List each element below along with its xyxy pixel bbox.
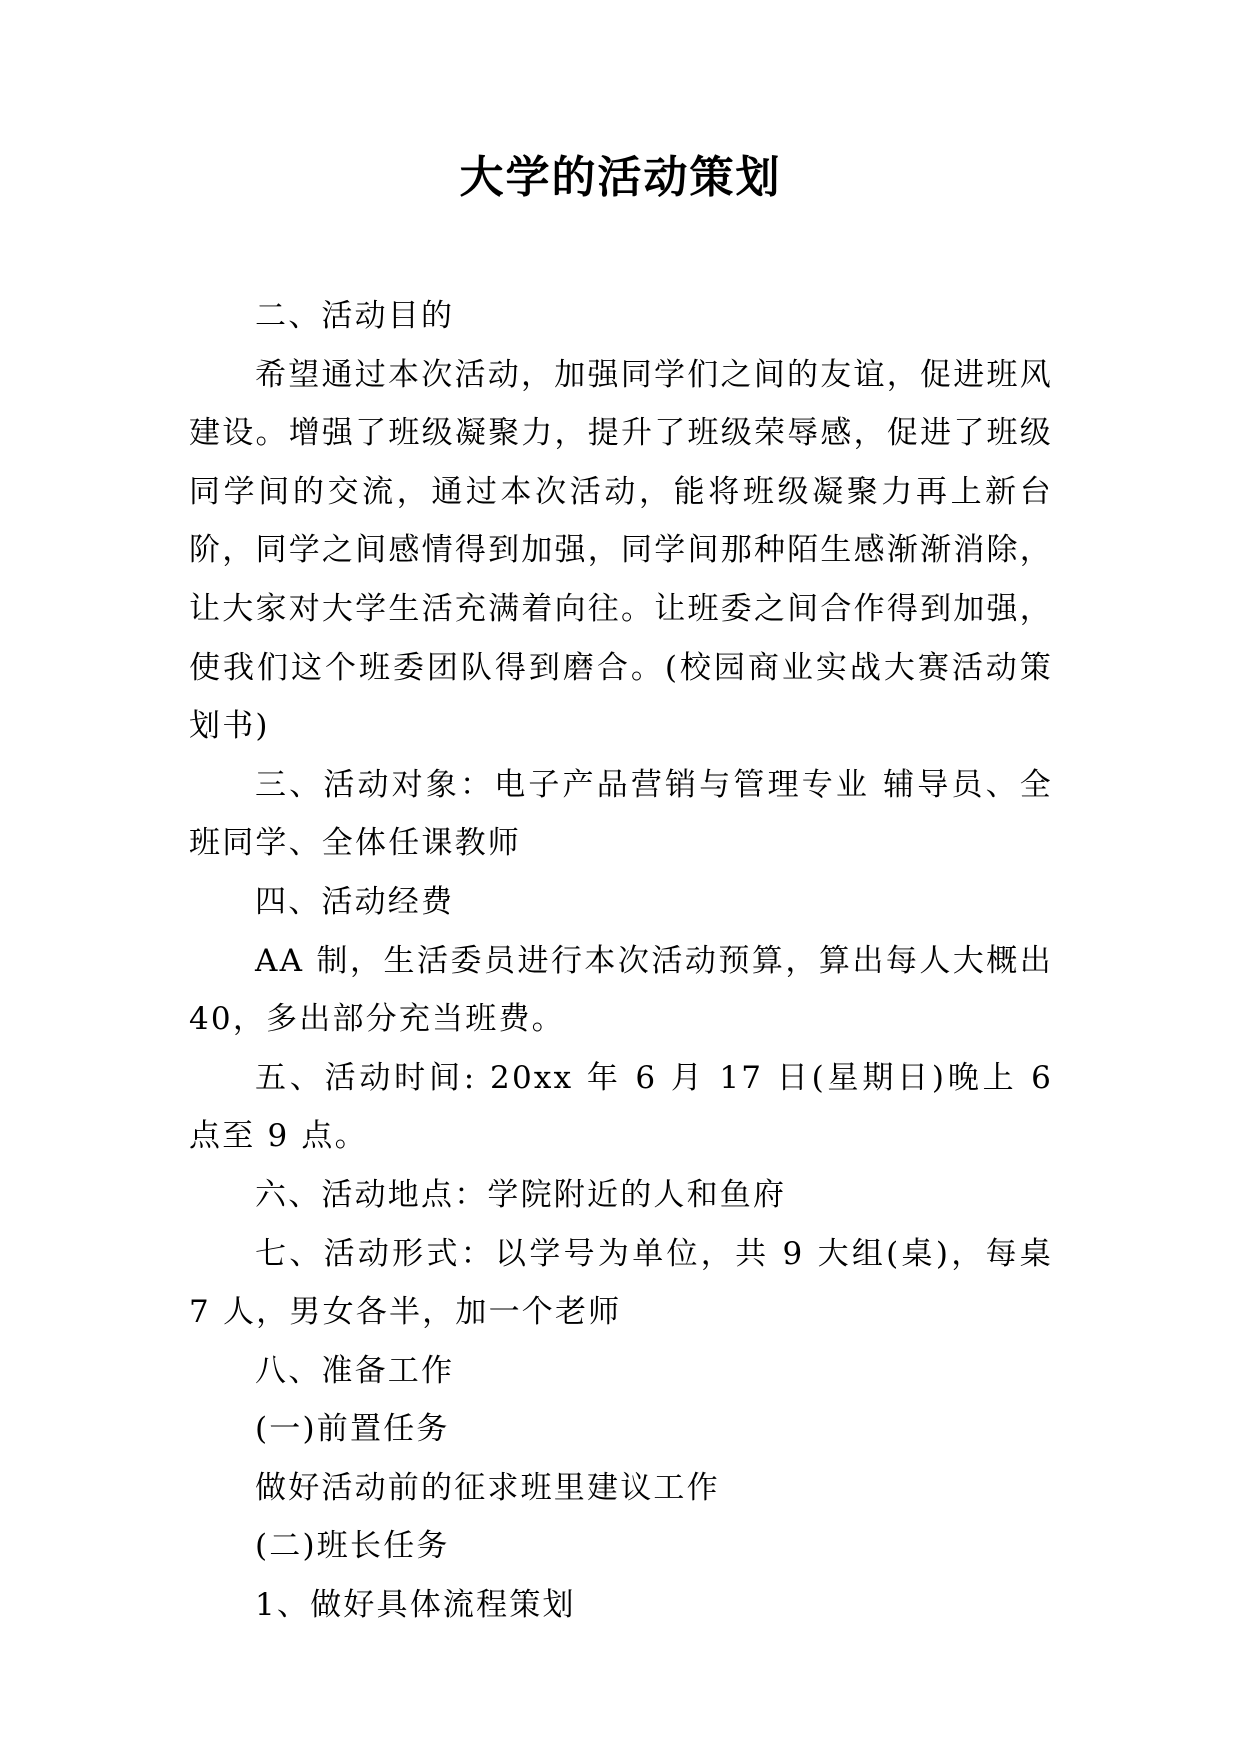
paragraph-audience: 三、活动对象：电子产品营销与管理专业 辅导员、全班同学、全体任课教师 [189, 766, 1053, 862]
paragraph-format: 七、活动形式：以学号为单位，共 9 大组(桌)，每桌 7 人，男女各半，加一个老师 [189, 1235, 1053, 1331]
paragraph-objective: 希望通过本次活动，加强同学们之间的友谊，促进班风建设。增强了班级凝聚力，提升了班级荣辱感，促进了班级同学间的交流，通过本次活动，能将班级凝聚力再上新台阶，同学之间感情得到加强，同学间那种陌生感渐渐消除，让大家对大学生活充满着向往。让班委之间合作得到加强，使我们这个班委团队得到磨合。(校园商业实战大赛活动策划书) [189, 356, 1053, 745]
heading-objective: 二、活动目的 [255, 298, 455, 334]
heading-budget: 四、活动经费 [255, 883, 455, 920]
subheading-monitor-tasks: (二)班长任务 [255, 1528, 450, 1565]
paragraph-location: 六、活动地点：学院附近的人和鱼府 [255, 1176, 787, 1213]
document-title: 大学的活动策划 [459, 152, 782, 203]
list-item-monitor-task-1: 1、做好具体流程策划 [255, 1587, 576, 1624]
paragraph-time: 五、活动时间: 20xx 年 6 月 17 日(星期日)晚上 6 点至 9 点。 [189, 1059, 1053, 1155]
paragraph-pre-tasks: 做好活动前的征求班里建议工作 [255, 1469, 720, 1506]
document-body [189, 287, 1053, 1635]
heading-preparation: 八、准备工作 [255, 1352, 455, 1389]
paragraph-budget: AA 制，生活委员进行本次活动预算，算出每人大概出40，多出部分充当班费。 [189, 942, 1053, 1038]
subheading-pre-tasks: (一)前置任务 [255, 1411, 450, 1448]
